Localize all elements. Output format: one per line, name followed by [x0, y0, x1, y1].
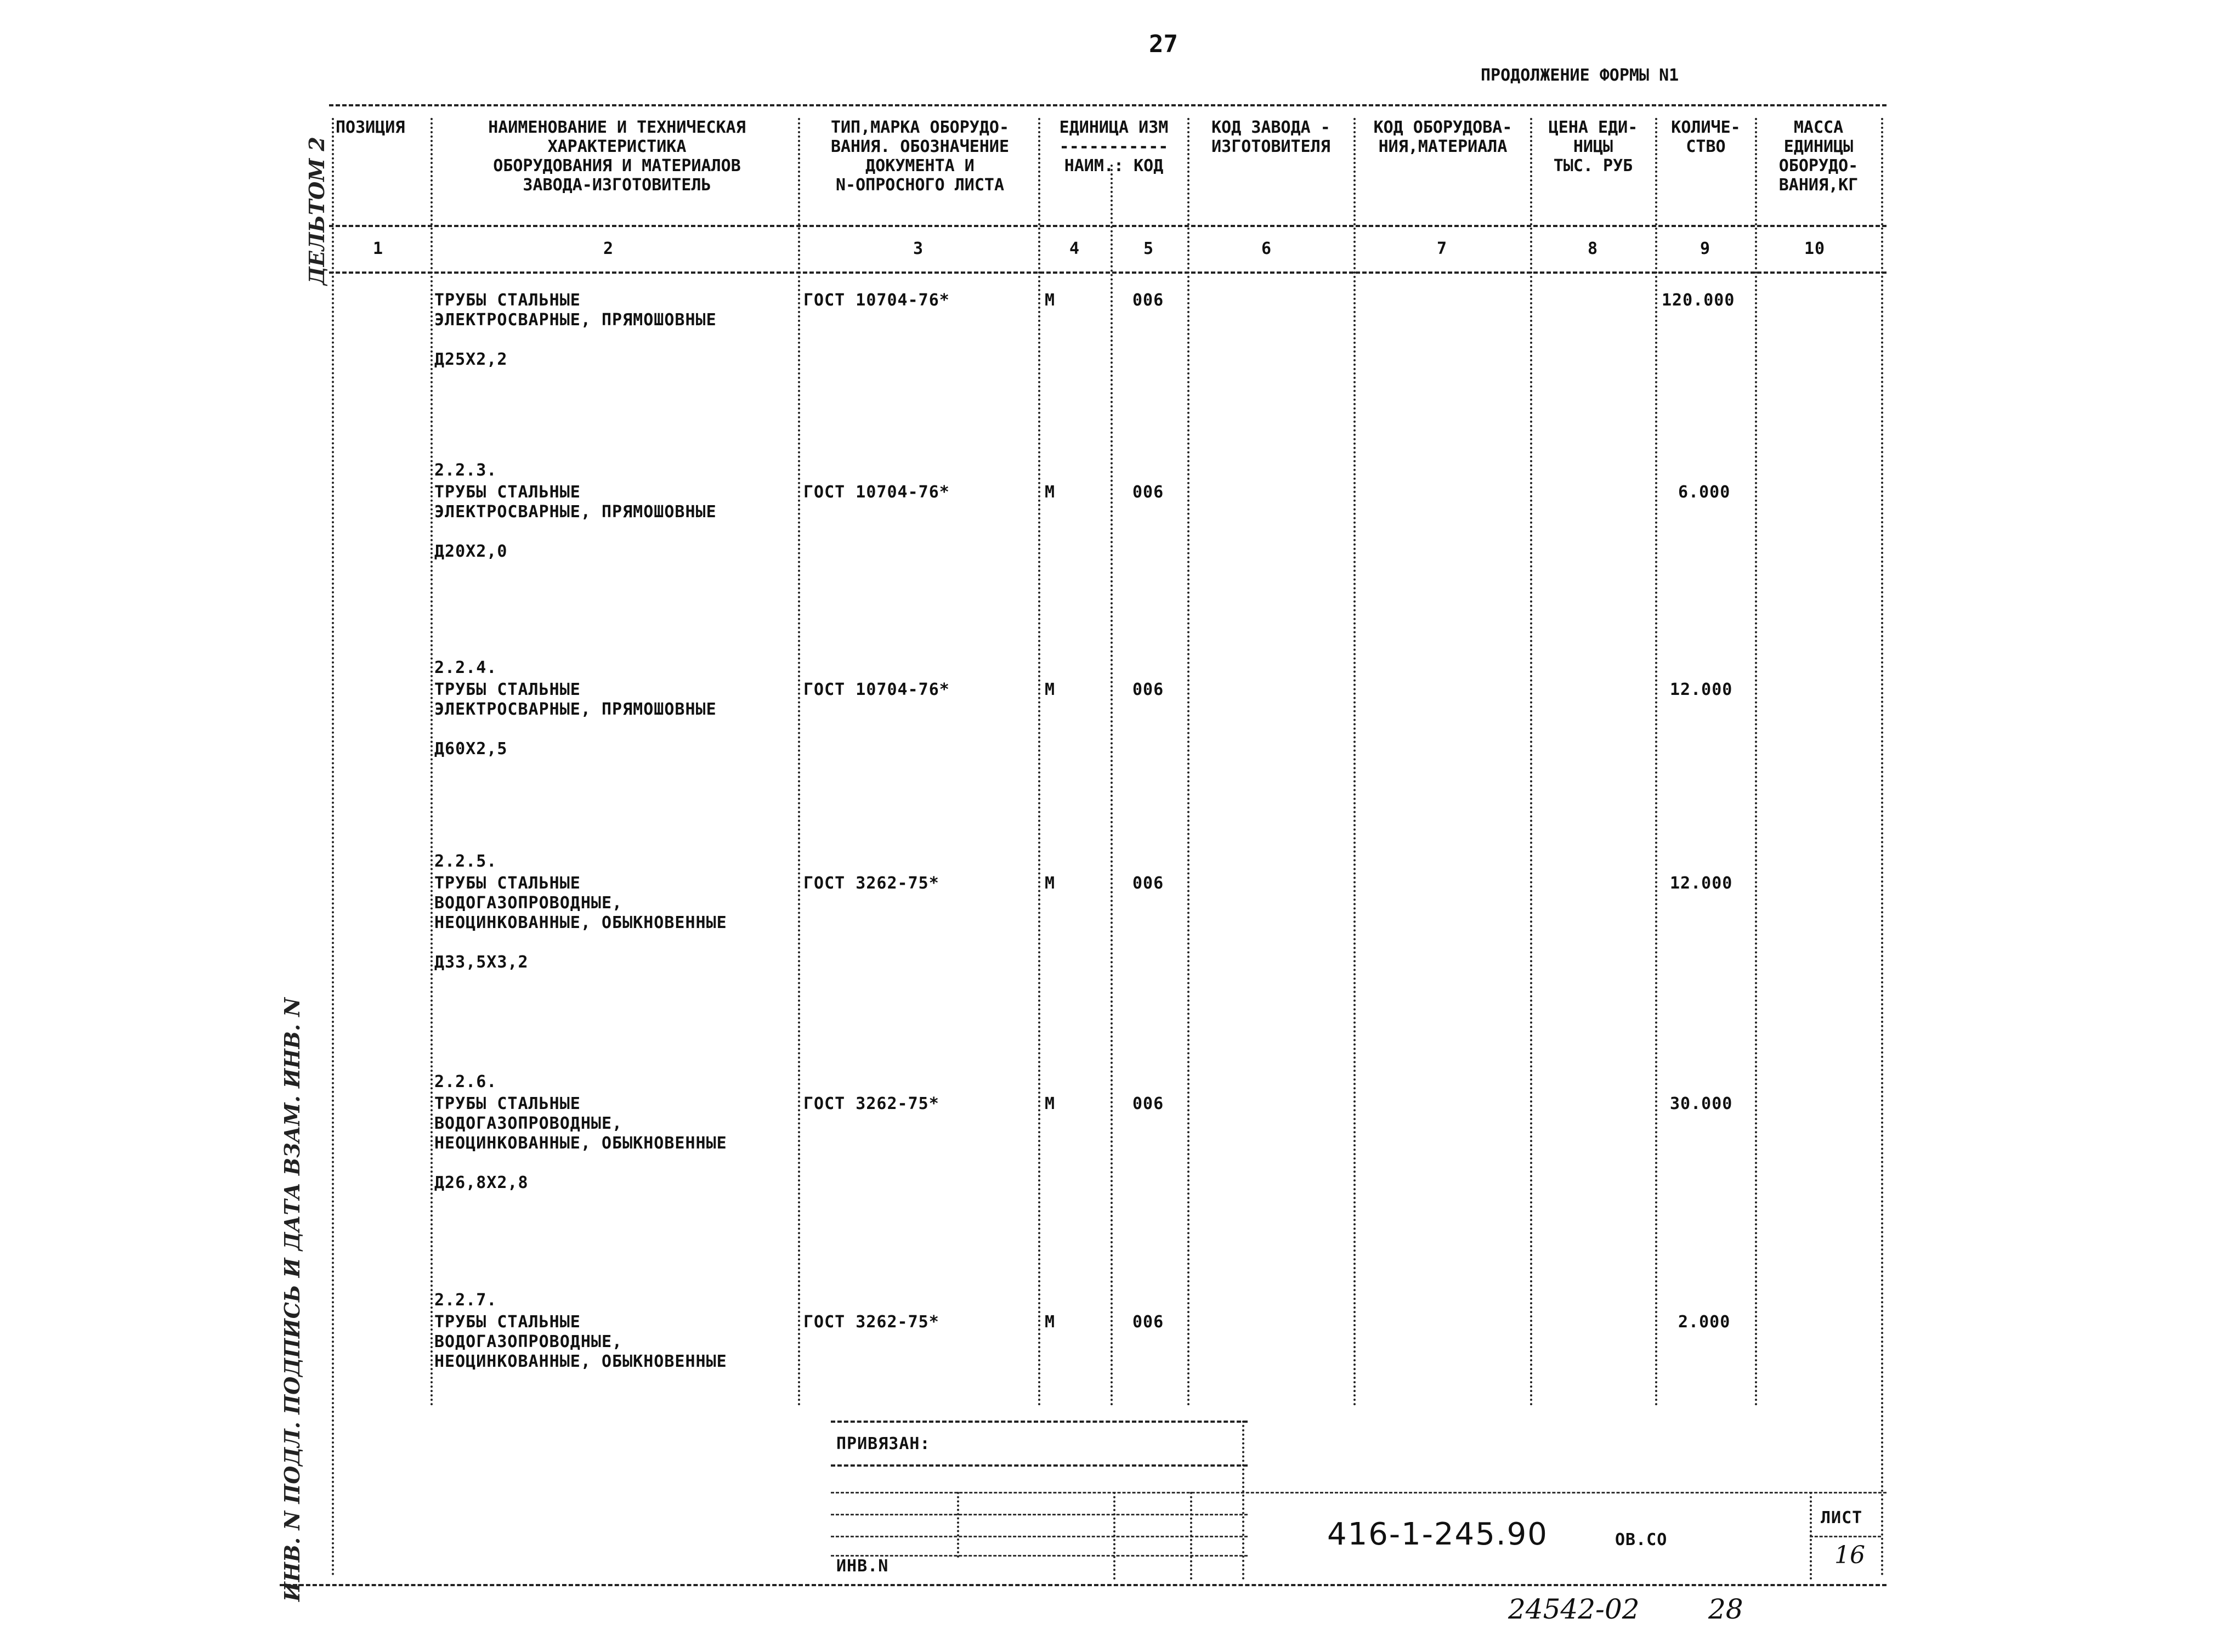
- colnum-1: 1: [373, 239, 384, 258]
- colnum-5: 5: [1143, 239, 1154, 258]
- stamp-rule-3: [831, 1492, 1887, 1493]
- item-name: ТРУБЫ СТАЛЬНЫЕ ЭЛЕКТРОСВАРНЫЕ, ПРЯМОШОВНЫЕ Д25Х2,2: [434, 291, 717, 369]
- col-sep-2: [430, 118, 433, 1407]
- item-position: 2.2.7.: [434, 1291, 497, 1310]
- colnum-4: 4: [1069, 239, 1080, 258]
- col-sep-9: [1655, 118, 1657, 1407]
- item-name: ТРУБЫ СТАЛЬНЫЕ ЭЛЕКТРОСВАРНЫЕ, ПРЯМОШОВНЫЕ Д20Х2,0: [434, 483, 717, 561]
- item-code: 006: [1132, 1094, 1164, 1113]
- header-col2: НАИМЕНОВАНИЕ И ТЕХНИЧЕСКАЯ ХАРАКТЕРИСТИКА ОБОРУДОВАНИЯ И МАТЕРИАЛОВ ЗАВОДА-ИЗГОТОВИТЕЛЬ: [488, 118, 746, 195]
- item-position: 2.2.4.: [434, 658, 497, 677]
- item-name: ТРУБЫ СТАЛЬНЫЕ ВОДОГАЗОПРОВОДНЫЕ, НЕОЦИНКОВАННЫЕ, ОБЫКНОВЕННЫЕ: [434, 1312, 727, 1371]
- col-sep-7: [1353, 118, 1356, 1407]
- item-qty: 6.000: [1678, 483, 1731, 502]
- item-code: 006: [1132, 874, 1164, 893]
- colnum-8: 8: [1588, 239, 1599, 258]
- table-top-rule: [329, 104, 1887, 106]
- stamp-top-rule: [831, 1421, 1248, 1423]
- item-unit: М: [1045, 291, 1056, 310]
- item-qty: 12.000: [1670, 680, 1733, 699]
- item-doc: ГОСТ 10704-76*: [803, 291, 950, 310]
- side-note-bottom: ИНВ. N ПОДЛ. ПОДПИСЬ И ДАТА ВЗАМ. ИНВ. N: [280, 997, 304, 1602]
- item-doc: ГОСТ 10704-76*: [803, 680, 950, 699]
- colnum-6: 6: [1261, 239, 1272, 258]
- numbers-bottom-rule: [329, 271, 1887, 274]
- item-unit: М: [1045, 680, 1056, 699]
- stamp-rule-4: [831, 1514, 1248, 1515]
- item-code: 006: [1132, 680, 1164, 699]
- item-unit: М: [1045, 1312, 1056, 1332]
- header-col7: КОД ОБОРУДОВА- НИЯ,МАТЕРИАЛА: [1373, 118, 1512, 156]
- archive-number: 24542-02: [1508, 1593, 1640, 1625]
- item-name: ТРУБЫ СТАЛЬНЫЕ ЭЛЕКТРОСВАРНЫЕ, ПРЯМОШОВНЫЕ Д60Х2,5: [434, 680, 717, 759]
- stamp-rule-6: [831, 1555, 1248, 1557]
- col-sep-5: [1111, 165, 1113, 1407]
- stamp-rule-5: [831, 1536, 1248, 1537]
- stamp-doc-code: 416-1-245.90: [1327, 1517, 1548, 1552]
- stamp-sheet-rule: [1810, 1536, 1881, 1537]
- header-col6: КОД ЗАВОДА - ИЗГОТОВИТЕЛЯ: [1211, 118, 1330, 156]
- col-sep-3: [798, 118, 800, 1407]
- item-code: 006: [1132, 483, 1164, 502]
- stamp-section: ОВ.СО: [1615, 1530, 1668, 1549]
- item-doc: ГОСТ 3262-75*: [803, 874, 939, 893]
- item-code: 006: [1132, 1312, 1164, 1332]
- item-name: ТРУБЫ СТАЛЬНЫЕ ВОДОГАЗОПРОВОДНЫЕ, НЕОЦИНКОВАННЫЕ, ОБЫКНОВЕННЫЕ Д26,8Х2,8: [434, 1094, 727, 1192]
- item-unit: М: [1045, 483, 1056, 502]
- colnum-7: 7: [1437, 239, 1448, 258]
- stamp-privyazan: ПРИВЯЗАН:: [836, 1434, 931, 1453]
- colnum-9: 9: [1700, 239, 1711, 258]
- stamp-inv: ИНВ.N: [836, 1557, 889, 1576]
- item-position: 2.2.5.: [434, 852, 497, 871]
- col-sep-4: [1038, 118, 1040, 1407]
- side-note-top: ДЕЛЬТОМ 2: [304, 137, 329, 285]
- col-sep-6: [1187, 118, 1189, 1407]
- item-qty: 120.000: [1662, 291, 1735, 310]
- item-doc: ГОСТ 10704-76*: [803, 483, 950, 502]
- item-qty: 30.000: [1670, 1094, 1733, 1113]
- colnum-10: 10: [1804, 239, 1826, 258]
- header-col8: ЦЕНА ЕДИ- НИЦЫ ТЫС. РУБ: [1548, 118, 1638, 176]
- item-doc: ГОСТ 3262-75*: [803, 1312, 939, 1332]
- stamp-sheet-label: ЛИСТ: [1821, 1508, 1863, 1527]
- header-col3: ТИП,МАРКА ОБОРУДО- ВАНИЯ. ОБОЗНАЧЕНИЕ ДОКУМЕНТА И N-ОПРОСНОГО ЛИСТА: [830, 118, 1010, 195]
- page-number: 27: [1149, 30, 1178, 58]
- item-unit: М: [1045, 874, 1056, 893]
- header-bottom-rule: [329, 225, 1887, 227]
- header-col9: КОЛИЧЕ- СТВО: [1671, 118, 1741, 156]
- item-code: 006: [1132, 291, 1164, 310]
- col-sep-11: [1881, 118, 1883, 1577]
- colnum-3: 3: [913, 239, 924, 258]
- stamp-sep-2: [1113, 1492, 1115, 1580]
- stamp-sep-1: [957, 1492, 959, 1558]
- footer-page: 28: [1708, 1593, 1743, 1625]
- item-unit: М: [1045, 1094, 1056, 1113]
- header-col1: ПОЗИЦИЯ: [336, 118, 405, 137]
- stamp-rule-2: [831, 1464, 1248, 1467]
- col-sep-8: [1530, 118, 1532, 1407]
- header-col10: МАССА ЕДИНИЦЫ ОБОРУДО- ВАНИЯ,КГ: [1778, 118, 1859, 195]
- item-position: 2.2.6.: [434, 1072, 497, 1091]
- col-sep-1: [332, 118, 334, 1577]
- continuation-title: ПРОДОЛЖЕНИЕ ФОРМЫ N1: [1481, 66, 1679, 85]
- stamp-sep-3: [1190, 1492, 1192, 1580]
- col-sep-10: [1755, 118, 1757, 1407]
- colnum-2: 2: [603, 239, 614, 258]
- item-name: ТРУБЫ СТАЛЬНЫЕ ВОДОГАЗОПРОВОДНЫЕ, НЕОЦИНКОВАННЫЕ, ОБЫКНОВЕННЫЕ Д33,5Х3,2: [434, 874, 727, 972]
- item-qty: 12.000: [1670, 874, 1733, 893]
- item-position: 2.2.3.: [434, 461, 497, 480]
- header-col45: ЕДИНИЦА ИЗМ ----------- НАИМ.: КОД: [1059, 118, 1169, 176]
- item-qty: 2.000: [1678, 1312, 1731, 1332]
- item-doc: ГОСТ 3262-75*: [803, 1094, 939, 1113]
- table-bottom-rule: [280, 1584, 1887, 1586]
- stamp-sheet-number: 16: [1834, 1541, 1865, 1569]
- stamp-sep-4: [1242, 1421, 1244, 1580]
